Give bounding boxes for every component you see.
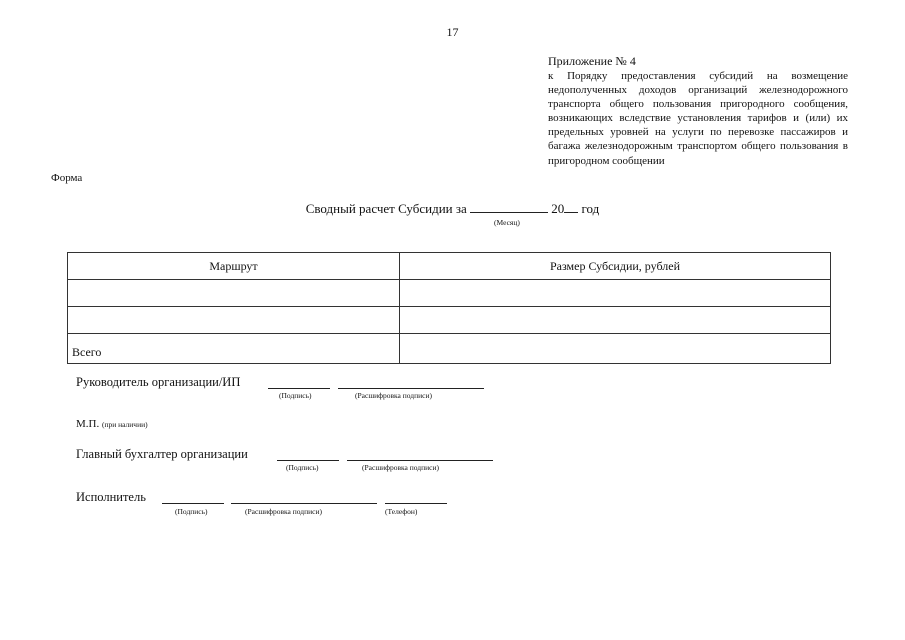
table-row <box>68 307 831 334</box>
total-label: Всего <box>68 334 400 364</box>
accountant-decode-field[interactable] <box>347 459 493 461</box>
head-signature-caption: (Подпись) <box>279 391 312 400</box>
accountant-signature-field[interactable] <box>277 459 339 461</box>
subsidy-table <box>67 252 831 364</box>
accountant-signature-label: Главный бухгалтер организации <box>76 447 248 461</box>
month-field[interactable] <box>470 211 548 213</box>
appendix-text: к Порядку предоставления субсидий на возмещение недополученных доходов организаций железнодорожного транспорта общего пользования пригородного сообщения, возникающих вследствие установления тарифов и (или) их предельных уровней на услуги по перевозке пассажиров и багажа железнодорожным транспортом общего пользования в пригородном сообщении <box>548 70 848 167</box>
route-cell[interactable] <box>68 307 400 334</box>
head-signature-label: Руководитель организации/ИП <box>76 375 241 389</box>
stamp-note: (при наличии) <box>101 420 148 429</box>
executor-decode-caption: (Расшифровка подписи) <box>245 507 322 516</box>
page-number: 17 <box>446 25 459 39</box>
title-suffix: год <box>581 201 600 216</box>
year-field[interactable] <box>564 211 578 213</box>
title-prefix: Сводный расчет Субсидии за <box>305 201 467 216</box>
executor-decode-field[interactable] <box>231 502 377 504</box>
accountant-signature-caption: (Подпись) <box>286 463 319 472</box>
head-signature-field[interactable] <box>268 387 330 389</box>
head-decode-field[interactable] <box>338 387 484 389</box>
total-amount-cell[interactable] <box>400 334 831 364</box>
table-row <box>68 280 831 307</box>
month-caption: (Месяц) <box>494 218 520 227</box>
amount-cell[interactable] <box>400 307 831 334</box>
stamp-line <box>76 418 148 430</box>
executor-phone-field[interactable] <box>385 502 447 504</box>
header-route: Маршрут <box>68 253 400 280</box>
table-header-row <box>68 253 831 280</box>
amount-cell[interactable] <box>400 280 831 307</box>
appendix-title: Приложение № 4 <box>548 54 636 68</box>
head-decode-caption: (Расшифровка подписи) <box>355 391 432 400</box>
total-row <box>68 334 831 364</box>
executor-signature-caption: (Подпись) <box>175 507 208 516</box>
form-label: Форма <box>51 172 83 184</box>
appendix-block <box>548 53 848 168</box>
executor-signature-label: Исполнитель <box>76 490 146 504</box>
executor-signature-field[interactable] <box>162 502 224 504</box>
accountant-decode-caption: (Расшифровка подписи) <box>362 463 439 472</box>
executor-phone-caption: (Телефон) <box>385 507 418 516</box>
stamp-label: М.П. <box>76 418 100 430</box>
document-title <box>0 201 905 217</box>
route-cell[interactable] <box>68 280 400 307</box>
year-prefix: 20 <box>551 201 565 216</box>
header-subsidy-amount: Размер Субсидии, рублей <box>400 253 831 280</box>
